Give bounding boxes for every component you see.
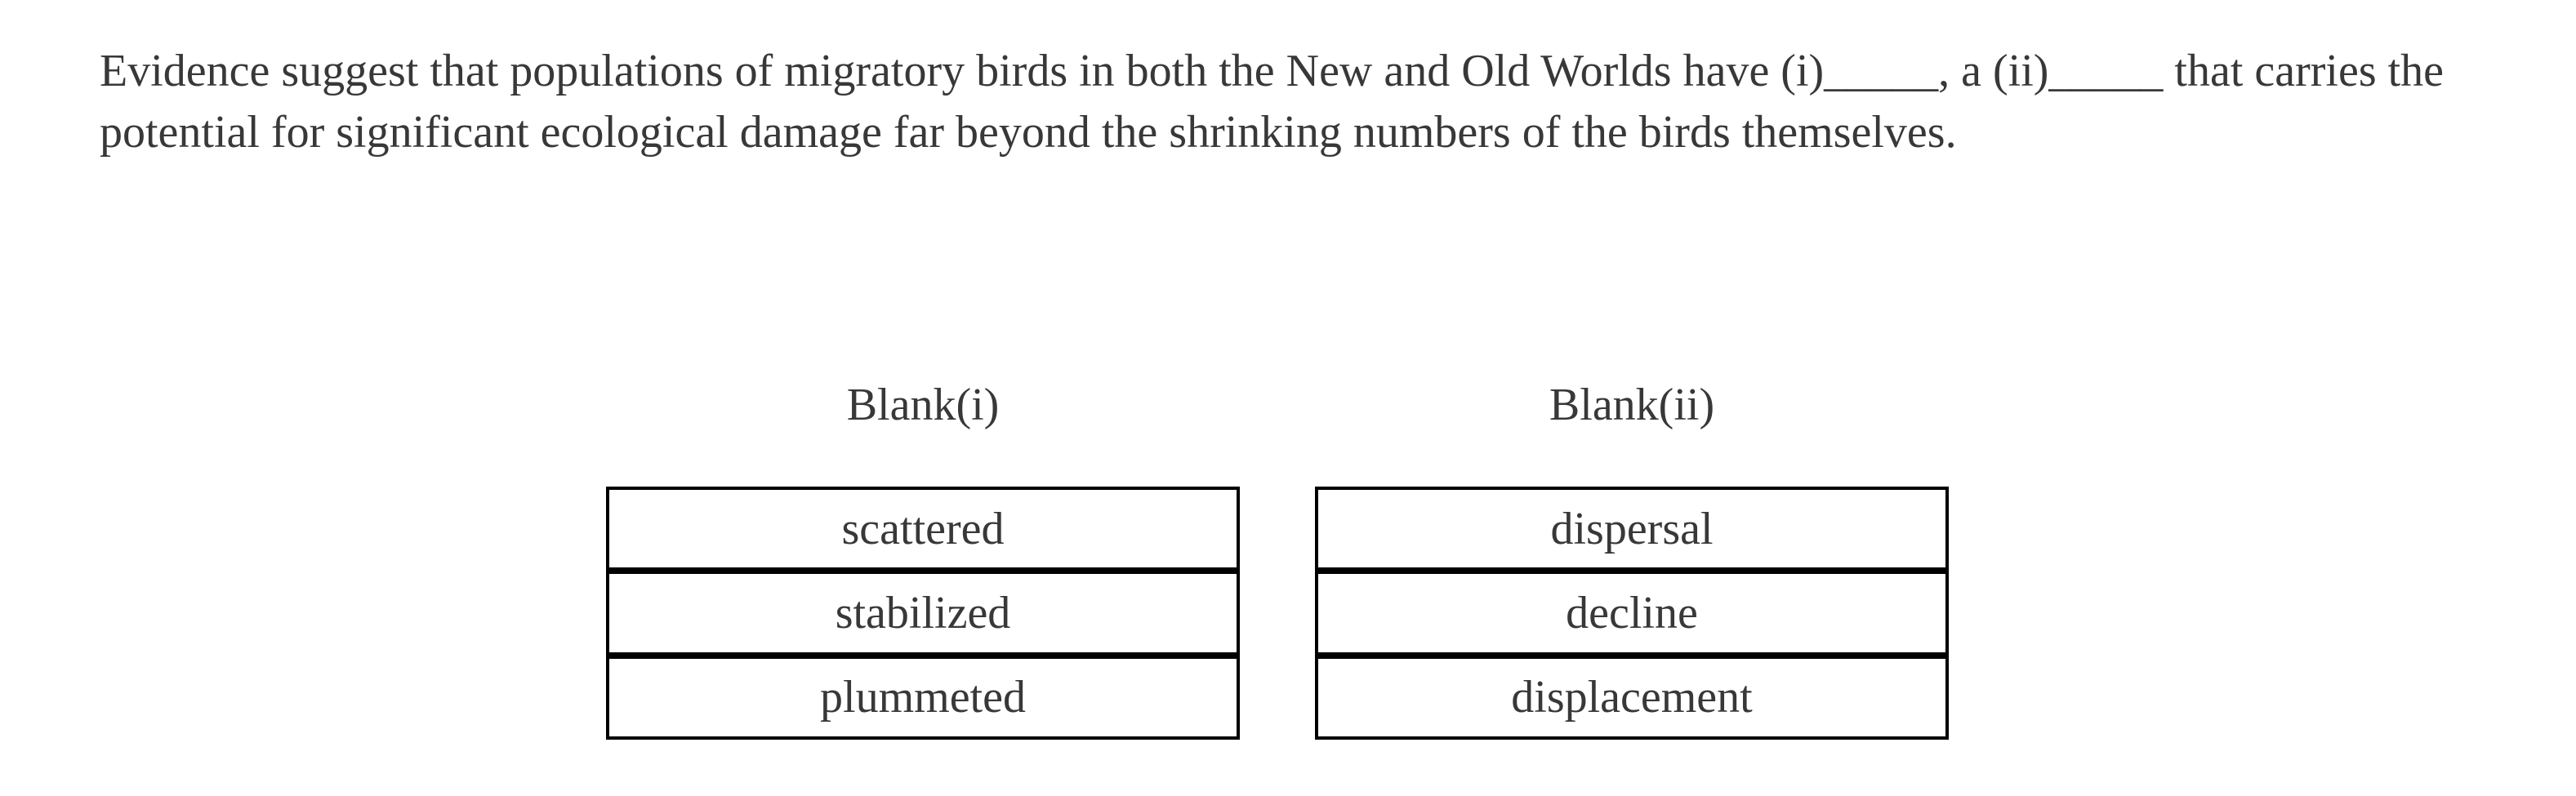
passage-line-2: potential for significant ecological damage far beyond the shrinking numbers of the birds themselves.	[100, 107, 1957, 158]
question-passage	[100, 41, 2444, 163]
blank-i-option-scattered[interactable]: scattered	[606, 487, 1240, 571]
blank-i-option-stabilized[interactable]: stabilized	[606, 571, 1240, 655]
passage-line-1: Evidence suggest that populations of migratory birds in both the New and Old Worlds have (i)_____, a (ii)_____ that carries the	[100, 46, 2445, 96]
blank-ii-header: Blank(ii)	[1549, 380, 1715, 430]
blank-i-option-plummeted[interactable]: plummeted	[606, 656, 1240, 740]
blank-i-header: Blank(i)	[846, 380, 1000, 430]
blank-ii-option-decline[interactable]: decline	[1315, 571, 1949, 655]
blank-i-options-table	[606, 487, 1240, 740]
blank-ii-option-dispersal[interactable]: dispersal	[1315, 487, 1949, 571]
blank-ii-option-displacement[interactable]: displacement	[1315, 656, 1949, 740]
blank-ii-options-table	[1315, 487, 1949, 740]
